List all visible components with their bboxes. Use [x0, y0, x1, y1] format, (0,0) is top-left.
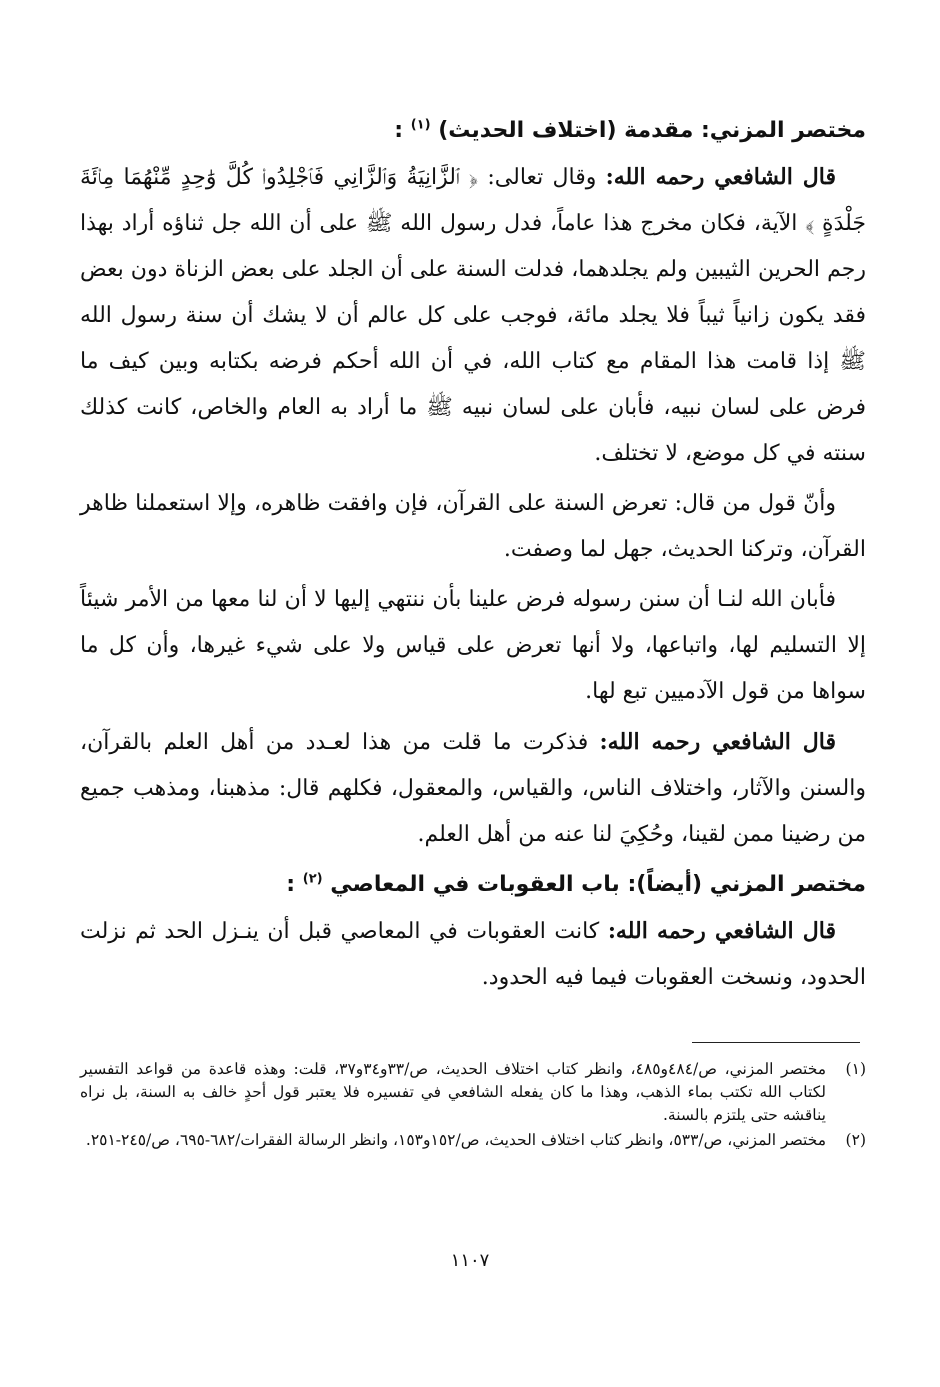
footnote-ref: (١) — [410, 117, 431, 133]
paragraph: قال الشافعي رحمه الله: وقال تعالى: ﴿ ٱلزَّانِيَةُ وَٱلزَّانِي فَٱجْلِدُوا۟ كُلَّ وَٰحِدٍ مِّنْهُمَا مِا۟ئَةَ جَلْدَةٍ ﴾ الآية، فكان مخرج هذا عاماً، فدل رسول الله ﷺ على أن الله جل ثناؤه أراد بهذا رجم الحرين الثيبين ولم يجلدهما، فدلت السنة على أن الجلد على بعض الزناة دون بعض فقد يكون زانياً ثيباً فلا يجلد مائة، فوجب على كل عالم أن لا يشك أن سنة رسول الله ﷺ إذا قامت هذا المقام مع كتاب الله، في أن الله أحكم فرضه بكتابه وبين كيف ما فرض على لسان نبيه، فأبان على لسان نبيه ﷺ ما أراد به العام والخاص، كانت كذلك سنته في كل موضع، لا تختلف. — [80, 164, 866, 466]
main-text — [80, 108, 866, 1005]
paragraph: قال الشافعي رحمه الله: فذكرت ما قلت من هذا لعـدد من أهل العلم بالقرآن، والسنن والآثار، واختلاف الناس، والقياس، والمعقول، فكلهم قال: مذهبنا، ومذهب جميع من رضينا ممن لقينا، وحُكِيَ لنا عنه من أهل العلم. — [80, 729, 866, 847]
quran-verse: ﴿ ٱلزَّانِيَةُ وَٱلزَّانِي فَٱجْلِدُوا۟ كُلَّ وَٰحِدٍ مِّنْهُمَا مِا۟ئَةَ جَلْدَةٍ ﴾ — [80, 165, 866, 236]
paragraph: قال الشافعي رحمه الله: كانت العقوبات في المعاصي قبل أن ينـزل الحد ثم نزلت الحدود، ونسخت العقوبات فيما فيه الحدود. — [80, 918, 866, 990]
footnote-text: مختصر المزني، ص/٤٨٤و٤٨٥، وانظر كتاب اختلاف الحديث، ص/٣٣و٣٤و٣٧، قلت: وهذه قاعدة من قواعد التفسير لكتاب الله تكتب بماء الذهب، وهذا ما كان يفعله الشافعي في تفسيره فلا يعتبر قول أحدٍ خالف به السنة، بل نراه يناقشه حتى يلتزم بالسنة. — [80, 1060, 827, 1124]
footnotes — [80, 1058, 866, 1154]
footnote-ref: (٢) — [302, 871, 323, 887]
footnote-number: (٢) — [845, 1131, 866, 1149]
footnote-separator — [692, 1042, 860, 1043]
footnote — [80, 1129, 866, 1152]
paragraph: وأنّ قول من قال: تعرض السنة على القرآن، فإن وافقت ظاهره، وإلا استعملنا ظاهر القرآن، وتركنا الحديث، جهل لما وصفت. — [80, 491, 866, 562]
speaker-label: قال الشافعي رحمه الله: — [605, 164, 836, 190]
footnote-text: مختصر المزني، ص/٥٣٣، وانظر كتاب اختلاف الحديث، ص/١٥٢و١٥٣، وانظر الرسالة الفقرات/٦٨٢-٦٩٥، ص/٢٤٥-٢٥١. — [85, 1131, 826, 1149]
page-number: ١١٠٧ — [450, 1250, 490, 1271]
section-heading: مختصر المزني: مقدمة (اختلاف الحديث) $^{(١)}$ : — [394, 117, 866, 143]
paragraph: فأبان الله لنـا أن سنن رسوله فرض علينا بأن ننتهي إليها لا أن لنا معها من الأمر شيئاً إلا التسليم لها، واتباعها، ولا أنها تعرض على قياس ولا على شيء غيرها، وأن كل ما سواها من قول الآدميين تبع لها. — [80, 587, 866, 704]
section-heading: مختصر المزني (أيضاً): باب العقوبات في المعاصي $^{(٢)}$ : — [286, 871, 866, 897]
footnote-number: (١) — [845, 1060, 866, 1078]
speaker-label: قال الشافعي رحمه الله: — [599, 729, 836, 755]
footnote — [80, 1058, 866, 1127]
speaker-label: قال الشافعي رحمه الله: — [607, 918, 837, 944]
